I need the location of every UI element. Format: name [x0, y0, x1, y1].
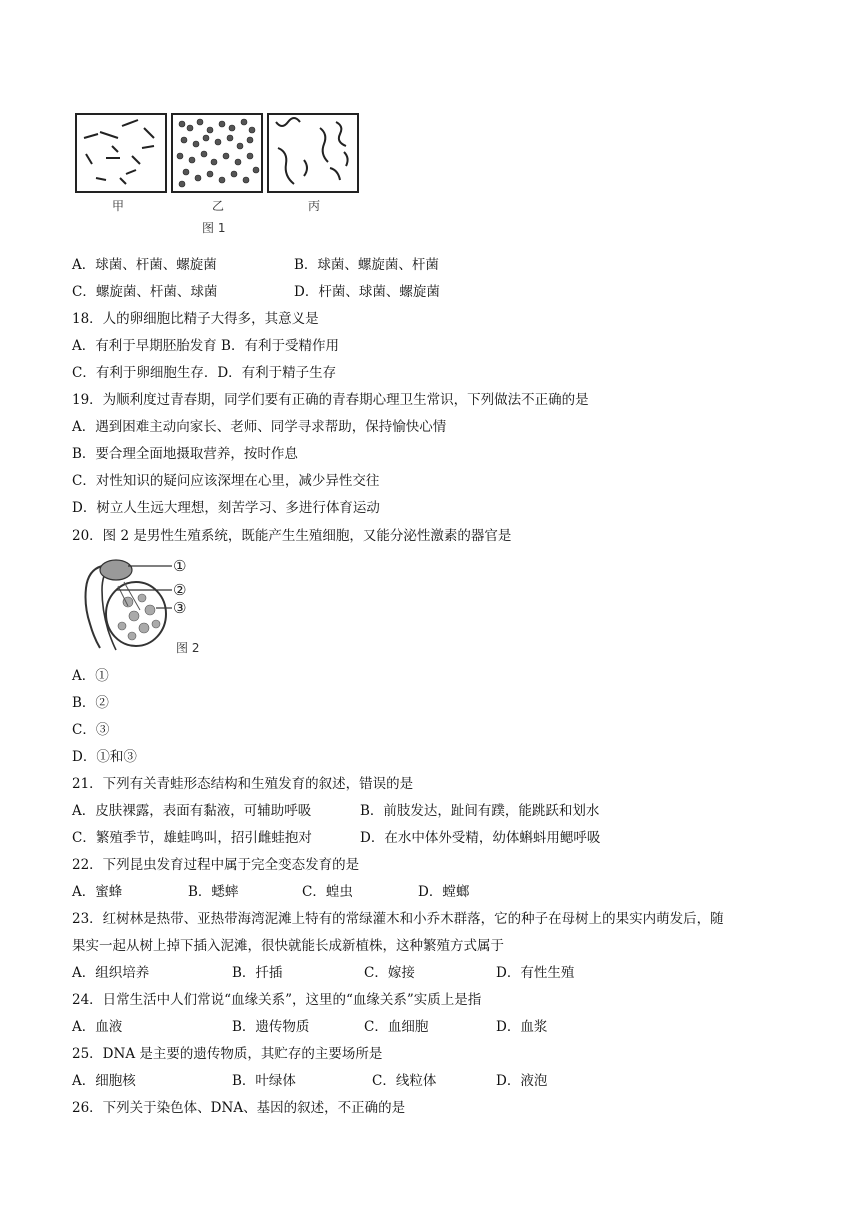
q22-option-b: B．蟋蟀 — [188, 884, 239, 900]
figure-2-marker-3: ③ — [173, 599, 187, 617]
figure-1 — [72, 108, 372, 240]
q24-option-c: C．血细胞 — [364, 1019, 429, 1035]
q25-option-d: D．液泡 — [496, 1073, 548, 1089]
q23-stem-line-2: 果实一起从树上掉下插入泥滩，很快就能长成新植株，这种繁殖方式属于 — [72, 938, 504, 954]
q25-stem: 25．DNA 是主要的遗传物质，其贮存的主要场所是 — [72, 1046, 383, 1062]
q21-option-c: C．繁殖季节，雄蛙鸣叫，招引雌蛙抱对 — [72, 830, 312, 846]
q17-option-b: B．球菌、螺旋菌、杆菌 — [294, 257, 439, 273]
q25-option-b: B．叶绿体 — [232, 1073, 296, 1089]
q22-option-a: A．蜜蜂 — [72, 884, 123, 900]
q18-stem: 18．人的卵细胞比精子大得多，其意义是 — [72, 311, 319, 327]
figure-1-label-jia: 甲 — [112, 199, 125, 213]
q25-option-c: C．线粒体 — [372, 1073, 437, 1089]
q23-option-b: B．扦插 — [232, 965, 283, 981]
q21-option-d: D．在水中体外受精，幼体蝌蚪用鳃呼吸 — [360, 830, 601, 846]
figure-1-label-yi: 乙 — [212, 199, 225, 213]
q23-option-c: C．嫁接 — [364, 965, 415, 981]
q20-option-a: A．① — [72, 668, 109, 684]
q24-option-b: B．遗传物质 — [232, 1019, 310, 1035]
q23-option-d: D．有性生殖 — [496, 965, 575, 981]
q22-stem: 22．下列昆虫发育过程中属于完全变态发育的是 — [72, 857, 360, 873]
q21-option-a: A．皮肤裸露，表面有黏液，可辅助呼吸 — [72, 803, 312, 819]
q17-option-c: C．螺旋菌、杆菌、球菌 — [72, 284, 218, 300]
q23-stem-line-1: 23．红树林是热带、亚热带海湾泥滩上特有的常绿灌木和小乔木群落，它的种子在母树上的果实内萌发后，随 — [72, 911, 724, 927]
figure-2-caption: 图 2 — [176, 641, 200, 655]
q19-option-d: D．树立人生远大理想，刻苦学习、多进行体育运动 — [72, 500, 380, 516]
q24-stem: 24．日常生活中人们常说“血缘关系”，这里的“血缘关系”实质上是指 — [72, 992, 482, 1008]
figure-1-label-bing: 丙 — [308, 199, 321, 213]
q21-stem: 21．下列有关青蛙形态结构和生殖发育的叙述，错误的是 — [72, 776, 414, 792]
q23-option-a: A．组织培养 — [72, 965, 150, 981]
q24-option-d: D．血浆 — [496, 1019, 548, 1035]
q19-stem: 19．为顺利度过青春期，同学们要有正确的青春期心理卫生常识，下列做法不正确的是 — [72, 392, 589, 408]
q19-option-a: A．遇到困难主动向家长、老师、同学寻求帮助，保持愉快心情 — [72, 419, 447, 435]
q18-options-cd: C．有利于卵细胞生存．D．有利于精子生存 — [72, 365, 337, 381]
q20-stem: 20．图 2 是男性生殖系统，既能产生生殖细胞，又能分泌性激素的器官是 — [72, 528, 512, 544]
q17-option-a: A．球菌、杆菌、螺旋菌 — [72, 257, 217, 273]
q17-option-d: D．杆菌、球菌、螺旋菌 — [294, 284, 440, 300]
figure-1-caption: 图 1 — [202, 221, 226, 235]
figure-2-marker-1: ① — [173, 557, 187, 575]
q25-option-a: A．细胞核 — [72, 1073, 136, 1089]
q19-option-c: C．对性知识的疑问应该深埋在心里，减少异性交往 — [72, 473, 380, 489]
q22-option-c: C．蝗虫 — [302, 884, 353, 900]
q20-option-b: B．② — [72, 695, 109, 711]
q19-option-b: B．要合理全面地摄取营养，按时作息 — [72, 446, 298, 462]
q20-option-c: C．③ — [72, 722, 110, 738]
figure-2 — [72, 552, 220, 658]
q22-option-d: D．螳螂 — [418, 884, 470, 900]
q21-option-b: B．前肢发达，趾间有蹼，能跳跃和划水 — [360, 803, 600, 819]
q26-stem: 26．下列关于染色体、DNA、基因的叙述，不正确的是 — [72, 1100, 406, 1116]
figure-2-marker-2: ② — [173, 581, 187, 599]
q24-option-a: A．血液 — [72, 1019, 123, 1035]
q18-options-ab: A．有利于早期胚胎发育 B．有利于受精作用 — [72, 338, 339, 354]
q20-option-d: D．①和③ — [72, 749, 137, 765]
